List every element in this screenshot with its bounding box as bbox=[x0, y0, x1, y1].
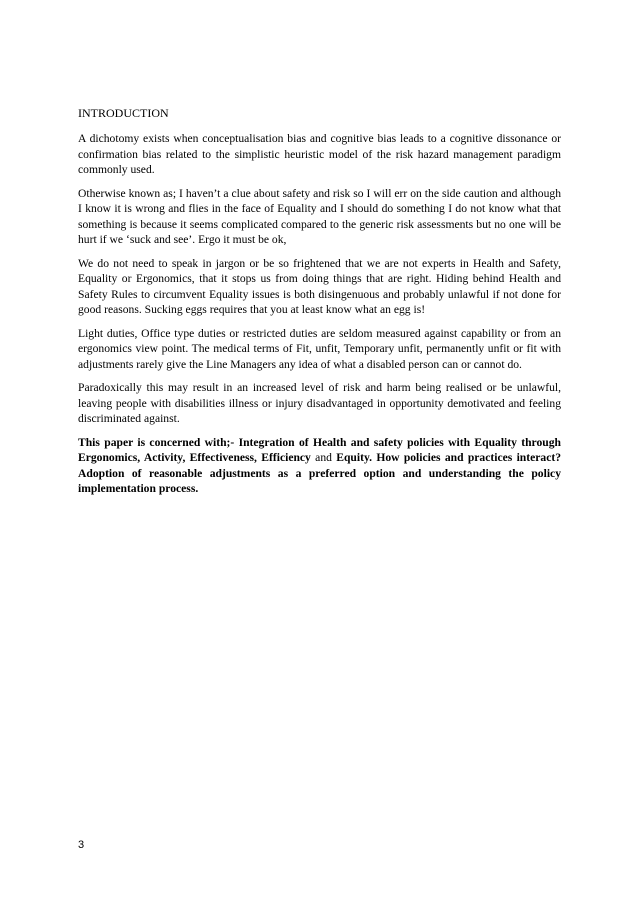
paragraph-dichotomy: A dichotomy exists when conceptualisation bias and cognitive bias leads to a cognitive dissonance or confirmation bias related to the simplistic heuristic model of the risk hazard management paradigm commonly used. bbox=[78, 132, 561, 176]
page-content bbox=[78, 106, 561, 505]
paragraph-otherwise-known: Otherwise known as; I haven’t a clue about safety and risk so I will err on the side caution and although I know it is wrong and flies in the face of Equality and I should do something I do not know what that something is because it seems complicated compared to the generic risk assessments but no one will be hurt if we ‘suck and see’. Ergo it must be ok, bbox=[78, 186, 561, 246]
summary-connector: and bbox=[310, 451, 337, 464]
summary-part-1: This paper is concerned with;- Integration of Health and safety policies with Equality through Ergonomics, Activity, Effectiveness, Efficiency bbox=[78, 435, 561, 464]
paragraph-jargon: We do not need to speak in jargon or be so frightened that we are not experts in Health and Safety, Equality or Ergonomics, that it stops us from doing things that are right. Hiding behind Health and Safety Rules to circumvent Equality issues is both disingenuous and probably unlawful if not done for good reasons. Sucking eggs requires that you at least know what an egg is! bbox=[78, 256, 561, 316]
section-heading: INTRODUCTION bbox=[78, 106, 169, 120]
summary-part-2: Equity. How policies and practices interact? Adoption of reasonable adjustments as a preferred option and understanding the policy implementation process. bbox=[78, 451, 561, 495]
page-number: 3 bbox=[78, 839, 85, 851]
paragraph-light-duties: Light duties, Office type duties or restricted duties are seldom measured against capability or from an ergonomics view point. The medical terms of Fit, unfit, Temporary unfit, permanently unfit or fit with adjustments rarely give the Line Managers any idea of what a disabled person can or cannot do. bbox=[78, 326, 561, 371]
paragraph-paradoxically: Paradoxically this may result in an increased level of risk and harm being realised or be unlawful, leaving people with disabilities illness or injury disadvantaged in opportunity demotivated and feeling discriminated against. bbox=[78, 381, 561, 425]
paragraph-summary bbox=[78, 435, 561, 497]
